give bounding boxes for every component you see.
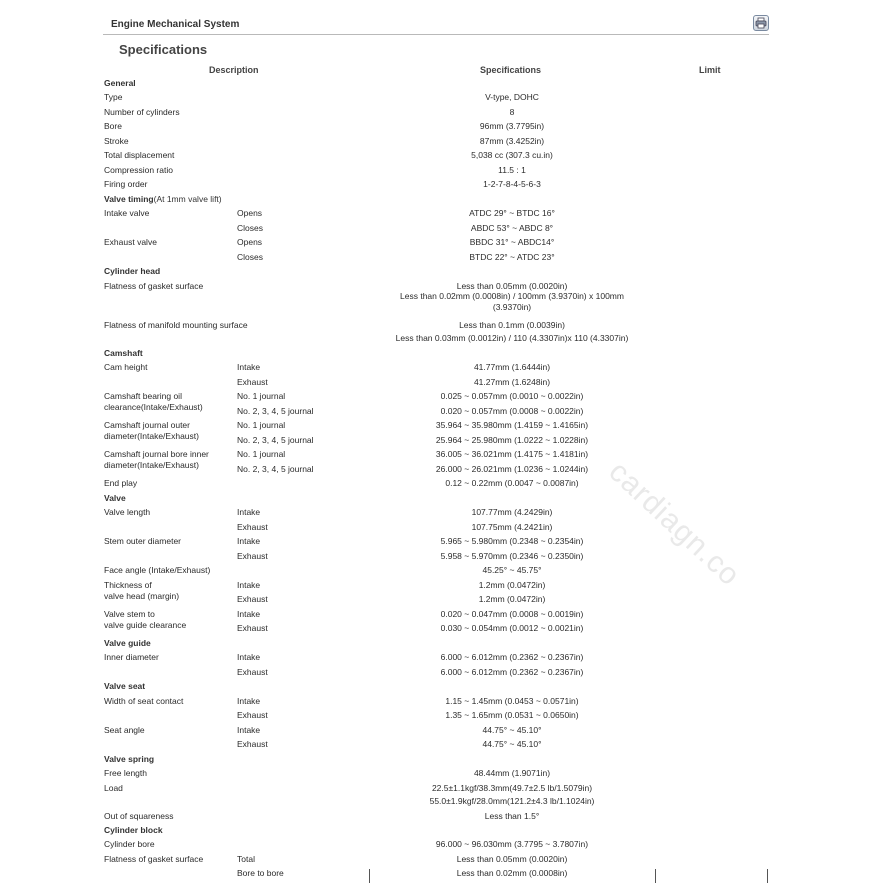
row-description: Free length (104, 768, 147, 778)
page-header (103, 14, 769, 35)
table-row (0, 177, 883, 192)
table-row (0, 331, 883, 346)
row-subitem: Closes (237, 251, 263, 262)
table-row (0, 650, 883, 665)
row-specification: ATDC 29° ~ BTDC 16° (469, 208, 555, 218)
row-description: Flatness of gasket surface (104, 853, 204, 864)
row-subitem: No. 2, 3, 4, 5 journal (237, 405, 314, 416)
table-row (0, 105, 883, 120)
table-row (0, 592, 883, 607)
row-specification: 5,038 cc (307.3 cu.in) (471, 150, 553, 160)
row-description: Thickness of valve head (margin) (104, 579, 180, 601)
row-subitem: Bore to bore (237, 868, 284, 878)
table-row (0, 148, 883, 163)
row-description: Valve stem to valve guide clearance (104, 608, 187, 630)
section-header-row (0, 636, 883, 651)
print-button[interactable] (753, 15, 769, 31)
section-title: Valve timing(At 1mm valve lift) (104, 193, 222, 204)
section-header-row (0, 679, 883, 694)
row-specification: 0.12 ~ 0.22mm (0.0047 ~ 0.0087in) (445, 478, 579, 488)
row-description: Cam height (104, 362, 148, 372)
row-specification: 44.75° ~ 45.10° (482, 724, 542, 735)
row-description: Face angle (Intake/Exhaust) (104, 565, 211, 575)
row-subitem: No. 2, 3, 4, 5 journal (237, 434, 314, 445)
watermark: cardiagn.co (602, 455, 747, 593)
column-divider (655, 869, 656, 883)
table-row (0, 119, 883, 134)
row-specification: Less than 0.03mm (0.0012in) / 110 (4.3307in)x 110 (4.3307in) (395, 332, 629, 343)
row-specification: 96mm (3.7795in) (479, 121, 545, 131)
table-row (0, 766, 883, 781)
row-specification: 41.27mm (1.6248in) (473, 376, 551, 387)
row-specification: V-type, DOHC (485, 92, 539, 102)
table-row (0, 665, 883, 680)
section-note: (At 1mm valve lift) (153, 193, 222, 204)
table-row (0, 206, 883, 221)
row-specification: 36.005 ~ 36.021mm (1.4175 ~ 1.4181in) (435, 449, 589, 459)
table-row (0, 476, 883, 491)
row-specification: Less than 1.5° (484, 810, 540, 821)
table-row (0, 723, 883, 738)
row-specification: 25.964 ~ 25.980mm (1.0222 ~ 1.0228in) (435, 434, 589, 445)
row-specification: 0.025 ~ 0.057mm (0.0010 ~ 0.0022in) (440, 391, 584, 401)
row-specification: 45.25° ~ 45.75° (482, 565, 542, 575)
row-subitem: No. 1 journal (237, 449, 286, 459)
row-description: Compression ratio (104, 164, 173, 175)
section-title: Valve (104, 492, 126, 503)
row-description: Firing order (104, 179, 148, 189)
table-row (0, 505, 883, 520)
row-subitem: Intake (237, 579, 261, 590)
table-row (0, 279, 883, 289)
row-subitem: No. 2, 3, 4, 5 journal (237, 463, 314, 474)
row-specification: 5.965 ~ 5.980mm (0.2348 ~ 0.2354in) (440, 536, 584, 546)
row-subitem: Intake (237, 608, 261, 619)
section-header-row (0, 491, 883, 506)
row-description: Load (104, 782, 123, 793)
column-header-limit: Limit (699, 65, 721, 75)
row-specification: 35.964 ~ 35.980mm (1.4159 ~ 1.4165in) (435, 420, 589, 430)
table-row (0, 549, 883, 564)
row-description: Camshaft journal bore inner diameter(Intake/Exhaust) (104, 449, 209, 470)
row-subitem: Intake (237, 507, 261, 517)
row-specification: 55.0±1.9kgf/28.0mm(121.2±4.3 lb/1.1024in) (429, 795, 595, 806)
row-description: Width of seat contact (104, 695, 184, 706)
row-subitem: Intake (237, 362, 261, 372)
table-row (0, 737, 883, 752)
table-row (0, 794, 883, 809)
row-specification: 1-2-7-8-4-5-6-3 (483, 179, 541, 189)
header-title: Engine Mechanical System (111, 19, 240, 30)
section-title: Cylinder block (104, 824, 163, 835)
row-description: Camshaft bearing oil clearance(Intake/Exhaust) (104, 391, 203, 412)
row-subitem: Intake (237, 724, 261, 735)
row-subitem: Opens (237, 237, 263, 247)
row-subitem: Intake (237, 695, 261, 706)
table-row (0, 462, 883, 477)
row-subitem: Exhaust (237, 594, 268, 604)
column-header-description: Description (209, 65, 259, 75)
table-row (0, 221, 883, 236)
row-specification: 96.000 ~ 96.030mm (3.7795 ~ 3.7807in) (435, 839, 589, 849)
row-specification: 6.000 ~ 6.012mm (0.2362 ~ 0.2367in) (440, 666, 584, 677)
row-description: Inner diameter (104, 652, 159, 662)
row-specification: BTDC 22° ~ ATDC 23° (469, 251, 555, 262)
row-subitem: Exhaust (237, 666, 268, 677)
table-row (0, 433, 883, 448)
table-row (0, 563, 883, 578)
table-row (0, 809, 883, 823)
row-specification: 26.000 ~ 26.021mm (1.0236 ~ 1.0244in) (435, 463, 589, 474)
row-description: Flatness of manifold mounting surface (104, 319, 248, 330)
row-specification: 0.030 ~ 0.054mm (0.0012 ~ 0.0021in) (440, 623, 584, 633)
table-row (0, 289, 883, 318)
column-divider (369, 869, 370, 883)
row-specification: 48.44mm (1.9071in) (473, 768, 551, 778)
table-row (0, 781, 883, 794)
table-row (0, 90, 883, 105)
table-row (0, 134, 883, 149)
column-divider (767, 869, 768, 883)
section-header-row (0, 752, 883, 767)
row-specification: 0.020 ~ 0.047mm (0.0008 ~ 0.0019in) (440, 608, 584, 619)
page-title: Specifications (119, 42, 208, 57)
table-row (0, 866, 883, 881)
table-row (0, 694, 883, 709)
row-specification: 5.958 ~ 5.970mm (0.2346 ~ 0.2350in) (440, 550, 584, 561)
row-subitem: Exhaust (237, 376, 268, 387)
row-specification: Less than 0.05mm (0.0020in) (456, 280, 568, 291)
row-subitem: Intake (237, 652, 261, 662)
row-description: Out of squareness (104, 810, 174, 821)
row-description: Intake valve (104, 208, 150, 218)
table-row (0, 621, 883, 636)
row-subitem: Exhaust (237, 710, 268, 720)
section-title: General (104, 78, 136, 88)
row-specification: 87mm (3.4252in) (479, 135, 545, 146)
row-specification: 0.020 ~ 0.057mm (0.0008 ~ 0.0022in) (440, 405, 584, 416)
row-specification: 1.35 ~ 1.65mm (0.0531 ~ 0.0650in) (445, 710, 579, 720)
section-header-row (0, 823, 883, 838)
column-header-specifications: Specifications (480, 65, 542, 75)
row-specification: 1.15 ~ 1.45mm (0.0453 ~ 0.0571in) (445, 695, 579, 706)
row-specification: 107.75mm (4.2421in) (471, 521, 553, 532)
row-specification: 107.77mm (4.2429in) (471, 507, 553, 517)
spec-table (0, 76, 883, 881)
section-header-row (0, 346, 883, 361)
row-subitem: Exhaust (237, 623, 268, 633)
table-row (0, 375, 883, 390)
row-specification: 11.5 : 1 (498, 164, 526, 175)
row-description: Number of cylinders (104, 106, 180, 117)
row-description: Bore (104, 121, 122, 131)
table-row (0, 708, 883, 723)
table-row (0, 852, 883, 867)
row-description: Valve length (104, 507, 151, 517)
table-row (0, 163, 883, 178)
row-specification: ABDC 53° ~ ABDC 8° (470, 222, 554, 233)
row-description: Exhaust valve (104, 237, 157, 247)
row-specification: 8 (509, 106, 515, 117)
row-specification: BBDC 31° ~ ABDC14° (469, 237, 555, 247)
table-row (0, 837, 883, 852)
row-specification: 22.5±1.1kgf/38.3mm(49.7±2.5 lb/1.5079in) (431, 782, 593, 793)
section-header-row (0, 192, 883, 207)
row-specification: Less than 0.02mm (0.0008in) (456, 868, 568, 878)
section-header-row (0, 76, 883, 90)
row-subitem: No. 1 journal (237, 391, 286, 401)
row-description: End play (104, 478, 138, 488)
table-row (0, 318, 883, 331)
section-title: Camshaft (104, 347, 143, 358)
row-specification: 6.000 ~ 6.012mm (0.2362 ~ 0.2367in) (440, 652, 584, 662)
row-description: Type (104, 92, 123, 102)
row-description: Stroke (104, 135, 129, 146)
row-specification: Less than 0.02mm (0.0008in) / 100mm (3.9370in) x 100mm (3.9370in) (400, 290, 624, 312)
row-description: Total displacement (104, 150, 175, 160)
row-specification: 1.2mm (0.0472in) (478, 594, 546, 604)
section-title: Valve guide (104, 637, 151, 648)
section-title: Valve seat (104, 681, 146, 691)
row-specification: Less than 0.05mm (0.0020in) (456, 853, 568, 864)
row-description: Flatness of gasket surface (104, 280, 204, 291)
section-header-row (0, 264, 883, 279)
row-subitem: Total (237, 853, 255, 864)
table-row (0, 534, 883, 549)
row-subitem: No. 1 journal (237, 420, 286, 430)
row-subitem: Opens (237, 208, 263, 218)
printer-icon (755, 17, 767, 29)
row-subitem: Intake (237, 536, 261, 546)
row-subitem: Exhaust (237, 550, 268, 561)
row-subitem: Closes (237, 222, 263, 233)
row-description: Cylinder bore (104, 839, 155, 849)
table-row (0, 360, 883, 375)
row-specification: 44.75° ~ 45.10° (482, 739, 542, 749)
row-specification: 41.77mm (1.6444in) (473, 362, 551, 372)
row-specification: 1.2mm (0.0472in) (478, 579, 546, 590)
row-subitem: Exhaust (237, 739, 268, 749)
table-row (0, 235, 883, 250)
row-description: Camshaft journal outer diameter(Intake/Exhaust) (104, 420, 199, 441)
section-title: Valve spring (104, 753, 155, 764)
section-title: Cylinder head (104, 266, 161, 276)
table-row (0, 250, 883, 265)
row-subitem: Exhaust (237, 521, 268, 532)
table-row (0, 404, 883, 419)
row-description: Stem outer diameter (104, 536, 182, 546)
table-row (0, 520, 883, 535)
row-description: Seat angle (104, 724, 145, 735)
row-specification: Less than 0.1mm (0.0039in) (459, 319, 565, 330)
